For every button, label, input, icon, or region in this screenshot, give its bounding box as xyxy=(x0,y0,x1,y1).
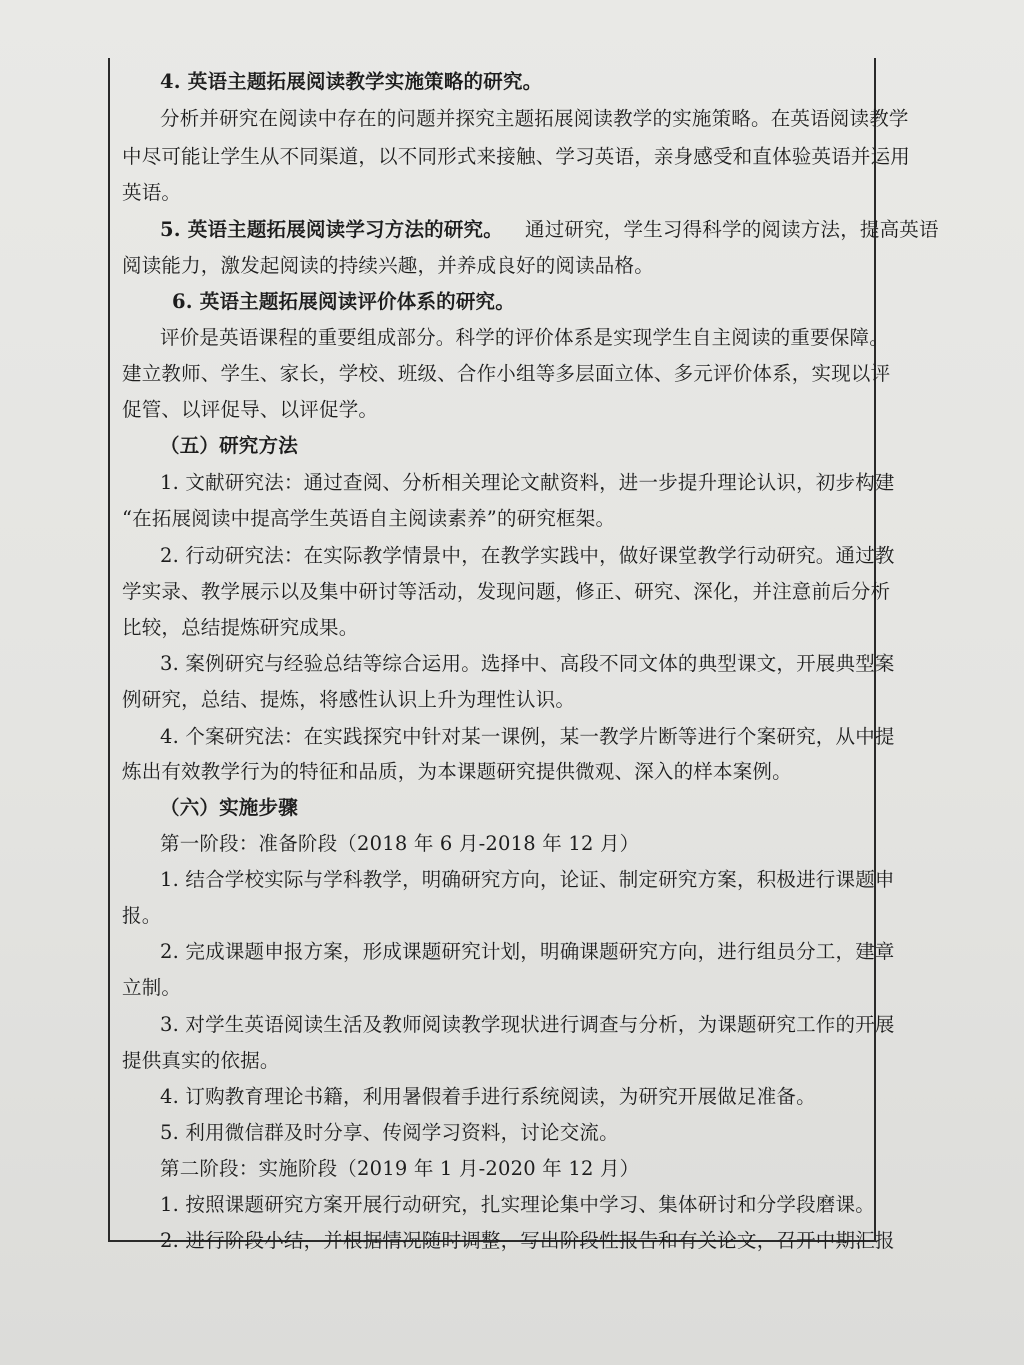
text-line: 2. 行动研究法：在实际教学情景中，在教学实践中，做好课堂教学行动研究。通过教 xyxy=(160,544,895,567)
text-line: 立制。 xyxy=(122,976,182,999)
text-line: 建立教师、学生、家长，学校、班级、合作小组等多层面立体、多元评价体系，实现以评 xyxy=(122,362,891,385)
text-line: “在拓展阅读中提高学生英语自主阅读素养”的研究框架。 xyxy=(122,507,616,530)
text-line: 通过研究，学生习得科学的阅读方法，提高英语 xyxy=(525,218,939,241)
text-line: 炼出有效教学行为的特征和品质，为本课题研究提供微观、深入的样本案例。 xyxy=(122,760,792,783)
text-line: 2. 进行阶段小结，并根据情况随时调整，写出阶段性报告和有关论文，召开中期汇报 xyxy=(160,1229,895,1252)
text-line: 报。 xyxy=(122,904,162,927)
text-line: 分析并研究在阅读中存在的问题并探究主题拓展阅读教学的实施策略。在英语阅读教学 xyxy=(160,107,909,130)
text-line: 1. 按照课题研究方案开展行动研究，扎实理论集中学习、集体研讨和分学段磨课。 xyxy=(160,1193,875,1216)
text-line: 例研究，总结、提炼，将感性认识上升为理性认识。 xyxy=(122,688,576,711)
text-line: 中尽可能让学生从不同渠道，以不同形式来接触、学习英语，亲身感受和直体验英语并运用 xyxy=(122,145,911,168)
text-line: 提供真实的依据。 xyxy=(122,1049,280,1072)
text-line: 英语。 xyxy=(122,181,182,204)
item-heading-5: 5. 英语主题拓展阅读学习方法的研究。 xyxy=(160,218,503,241)
text-line: 学实录、教学展示以及集中研讨等活动，发现问题，修正、研究、深化，并注意前后分析 xyxy=(122,580,891,603)
text-line: 3. 对学生英语阅读生活及教师阅读教学现状进行调查与分析，为课题研究工作的开展 xyxy=(160,1013,895,1036)
text-line: 4. 订购教育理论书籍，利用暑假着手进行系统阅读，为研究开展做足准备。 xyxy=(160,1085,816,1108)
text-line: 阅读能力，激发起阅读的持续兴趣，并养成良好的阅读品格。 xyxy=(122,254,654,277)
text-line: 3. 案例研究与经验总结等综合运用。选择中、高段不同文体的典型课文，开展典型案 xyxy=(160,652,895,675)
text-line: 2. 完成课题申报方案，形成课题研究计划，明确课题研究方向，进行组员分工，建章 xyxy=(160,940,895,963)
text-line: 4. 个案研究法：在实践探究中针对某一课例，某一教学片断等进行个案研究，从中提 xyxy=(160,725,895,748)
text-line: 5. 利用微信群及时分享、传阅学习资料，讨论交流。 xyxy=(160,1121,619,1144)
text-line: 评价是英语课程的重要组成部分。科学的评价体系是实现学生自主阅读的重要保障。 xyxy=(160,326,889,349)
item-heading-6: 6. 英语主题拓展阅读评价体系的研究。 xyxy=(172,290,515,313)
stage-heading-1: 第一阶段：准备阶段（2018 年 6 月-2018 年 12 月） xyxy=(160,832,640,855)
section-heading-methods: （五）研究方法 xyxy=(160,434,298,457)
section-heading-steps: （六）实施步骤 xyxy=(160,796,298,819)
text-line: 1. 结合学校实际与学科教学，明确研究方向，论证、制定研究方案，积极进行课题申 xyxy=(160,868,895,891)
text-line: 比较，总结提炼研究成果。 xyxy=(122,616,359,639)
item-heading-4: 4. 英语主题拓展阅读教学实施策略的研究。 xyxy=(160,70,543,93)
text-line: 1. 文献研究法：通过查阅、分析相关理论文献资料，进一步提升理论认识，初步构建 xyxy=(160,471,895,494)
stage-heading-2: 第二阶段：实施阶段（2019 年 1 月-2020 年 12 月） xyxy=(160,1157,640,1180)
text-line: 促管、以评促导、以评促学。 xyxy=(122,398,379,421)
